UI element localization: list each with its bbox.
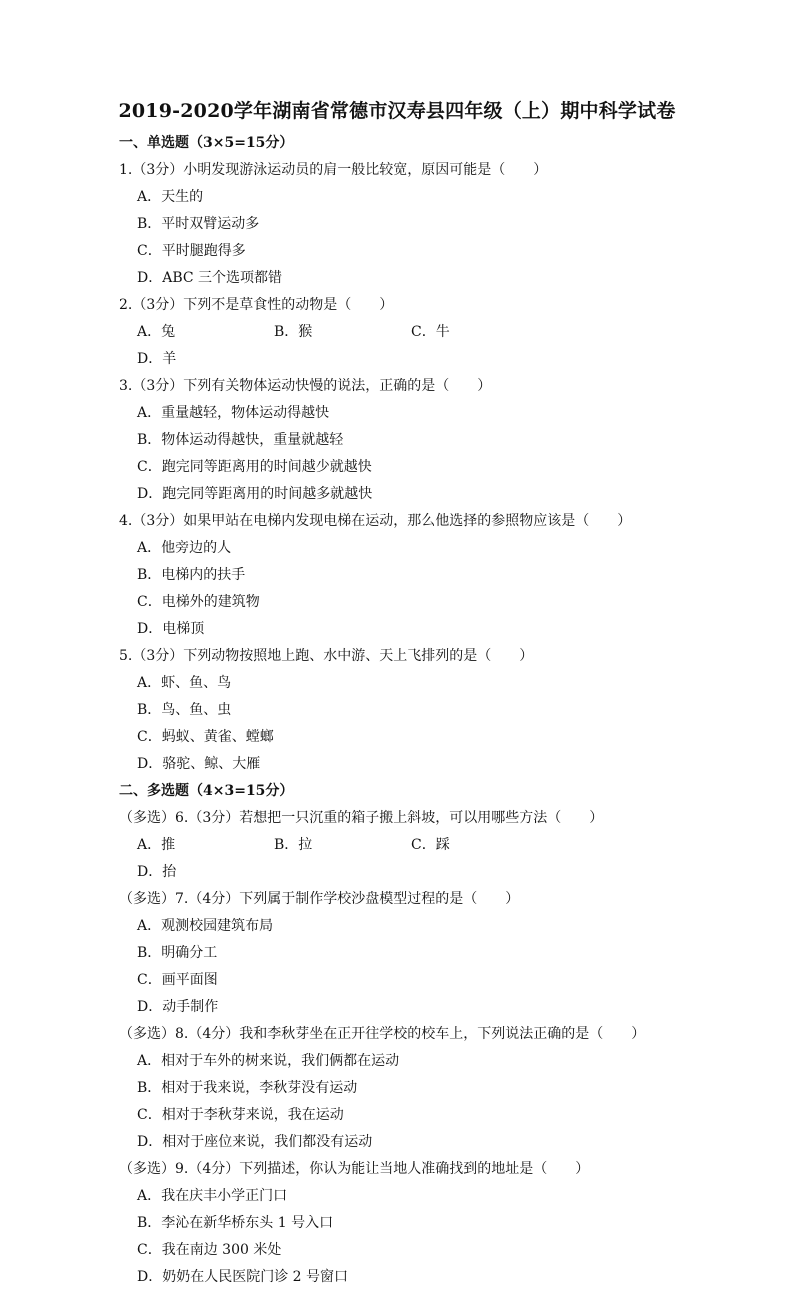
answer-option: C．跑完同等距离用的时间越少就越快 — [137, 459, 372, 475]
question — [119, 292, 679, 373]
question — [119, 643, 679, 778]
answer-option: C．电梯外的建筑物 — [137, 594, 260, 610]
answer-option: C．我在南边 300 米处 — [137, 1242, 282, 1258]
answer-option: B．物体运动得越快，重量就越轻 — [137, 432, 344, 448]
answer-option: D．抬 — [137, 864, 177, 880]
question-stem: （多选）6.（3分）若想把一只沉重的箱子搬上斜坡，可以用哪些方法（ ） — [119, 810, 604, 826]
answer-option: A．他旁边的人 — [137, 540, 232, 556]
question — [119, 157, 679, 292]
question — [119, 1156, 679, 1291]
option-list — [119, 1048, 679, 1156]
answer-option: B．明确分工 — [137, 945, 218, 961]
answer-option: B．相对于我来说，李秋芽没有运动 — [137, 1080, 358, 1096]
answer-option: D．动手制作 — [137, 999, 219, 1015]
option-list — [119, 832, 679, 886]
answer-option: D．电梯顶 — [137, 621, 205, 637]
answer-option: A．虾、鱼、鸟 — [137, 675, 232, 691]
answer-option: D．骆驼、鲸、大雁 — [137, 756, 261, 772]
answer-option: A．观测校园建筑布局 — [137, 918, 274, 934]
page-title: 2019-2020学年湖南省常德市汉寿县四年级（上）期中科学试卷 — [118, 100, 676, 122]
option-list — [119, 184, 679, 292]
answer-option: C．牛 — [411, 324, 450, 340]
answer-option: C．踩 — [411, 837, 450, 853]
option-list — [119, 1183, 679, 1291]
answer-option: C．平时腿跑得多 — [137, 243, 246, 259]
question-stem: 1.（3分）小明发现游泳运动员的肩一般比较宽，原因可能是（ ） — [119, 162, 548, 178]
option-list — [119, 319, 679, 373]
option-list — [119, 913, 679, 1021]
question-stem: （多选）7.（4分）下列属于制作学校沙盘模型过程的是（ ） — [119, 891, 520, 907]
answer-option: B．李沁在新华桥东头 1 号入口 — [137, 1215, 334, 1231]
question — [119, 805, 679, 886]
answer-option: D．跑完同等距离用的时间越多就越快 — [137, 486, 373, 502]
question — [119, 886, 679, 1021]
answer-option: D．相对于座位来说，我们都没有运动 — [137, 1134, 373, 1150]
question — [119, 508, 679, 643]
answer-option: C．蚂蚁、黄雀、螳螂 — [137, 729, 274, 745]
section-heading: 二、多选题（4×3=15分） — [119, 783, 294, 799]
option-list — [119, 535, 679, 643]
answer-option: A．兔 — [137, 324, 176, 340]
question-stem: （多选）9.（4分）下列描述，你认为能让当地人准确找到的地址是（ ） — [119, 1161, 590, 1177]
question-stem: 5.（3分）下列动物按照地上跑、水中游、天上飞排列的是（ ） — [119, 648, 534, 664]
option-list — [119, 400, 679, 508]
answer-option: C．画平面图 — [137, 972, 218, 988]
question-stem: 2.（3分）下列不是草食性的动物是（ ） — [119, 297, 394, 313]
question — [119, 1021, 679, 1156]
answer-option: B．鸟、鱼、虫 — [137, 702, 232, 718]
section-heading: 一、单选题（3×5=15分） — [119, 135, 294, 151]
question-stem: （多选）8.（4分）我和李秋芽坐在正开往学校的校车上，下列说法正确的是（ ） — [119, 1026, 646, 1042]
answer-option: A．我在庆丰小学正门口 — [137, 1188, 288, 1204]
answer-option: B．拉 — [274, 837, 313, 853]
answer-option: D．奶奶在人民医院门诊 2 号窗口 — [137, 1269, 349, 1285]
answer-option: A．重量越轻，物体运动得越快 — [137, 405, 330, 421]
question — [119, 373, 679, 508]
answer-option: A．相对于车外的树来说，我们俩都在运动 — [137, 1053, 400, 1069]
question-stem: 4.（3分）如果甲站在电梯内发现电梯在运动，那么他选择的参照物应该是（ ） — [119, 513, 632, 529]
answer-option: B．平时双臂运动多 — [137, 216, 260, 232]
answer-option: A．天生的 — [137, 189, 204, 205]
exam-content — [119, 130, 679, 1291]
option-list — [119, 670, 679, 778]
answer-option: D．羊 — [137, 351, 177, 367]
answer-option: B．猴 — [274, 324, 313, 340]
answer-option: C．相对于李秋芽来说，我在运动 — [137, 1107, 344, 1123]
answer-option: B．电梯内的扶手 — [137, 567, 246, 583]
answer-option: A．推 — [137, 837, 176, 853]
question-stem: 3.（3分）下列有关物体运动快慢的说法，正确的是（ ） — [119, 378, 492, 394]
answer-option: D．ABC 三个选项都错 — [137, 270, 283, 286]
